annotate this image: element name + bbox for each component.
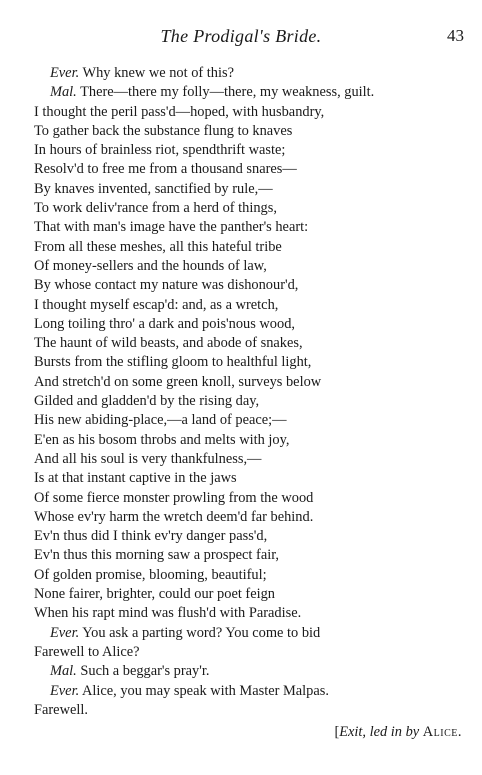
line-text: Farewell to Alice? xyxy=(34,643,140,660)
line-text: None fairer, brighter, could our poet feign xyxy=(34,586,276,603)
line-text: Whose ev'ry harm the wretch deem'd far behind. xyxy=(34,508,314,525)
verse-line xyxy=(34,180,474,199)
verse-line xyxy=(34,604,474,623)
line-text: Of golden promise, blooming, beautiful; xyxy=(34,566,267,583)
verse-line xyxy=(34,450,474,469)
verse-line xyxy=(34,199,474,218)
speaker-name: Ever. xyxy=(50,682,80,699)
verse-line xyxy=(34,276,474,295)
verse-line xyxy=(34,546,474,565)
verse-line xyxy=(34,585,474,604)
line-text: To work deliv'rance from a herd of things, xyxy=(34,200,277,217)
verse-line xyxy=(34,527,474,546)
stage-bracket: [ xyxy=(334,724,340,741)
line-text: By whose contact my nature was dishonour'd, xyxy=(34,277,299,294)
line-text: Farewell. xyxy=(34,701,88,718)
line-text: And stretch'd on some green knoll, surveys below xyxy=(34,373,322,390)
line-text: Ev'n thus this morning saw a prospect fair, xyxy=(34,547,280,564)
speaker-name: Mal. xyxy=(50,663,77,680)
line-text: By knaves invented, sanctified by rule,— xyxy=(34,180,273,197)
line-text: Alice, you may speak with Master Malpas. xyxy=(79,682,329,699)
verse-line xyxy=(34,141,474,160)
line-text: Why knew we not of this? xyxy=(79,65,234,81)
page-number: 43 xyxy=(447,26,464,45)
line-text: Such a beggar's pray'r. xyxy=(76,663,210,680)
line-text: From all these meshes, all this hateful tribe xyxy=(34,238,282,255)
verse-text xyxy=(34,64,474,742)
line-text: E'en as his bosom throbs and melts with joy, xyxy=(34,431,290,448)
stage-direction xyxy=(34,723,474,742)
line-text: The haunt of wild beasts, and abode of snakes, xyxy=(34,335,303,352)
speech-line xyxy=(34,624,474,643)
line-text: Resolv'd to free me from a thousand snares— xyxy=(34,161,297,178)
verse-line xyxy=(34,296,474,315)
line-text: When his rapt mind was flush'd with Paradise. xyxy=(34,605,302,622)
running-title: The Prodigal's Bride. xyxy=(160,26,322,46)
speech-line xyxy=(34,83,474,102)
line-text: Long toiling thro' a dark and pois'nous wood, xyxy=(34,315,295,332)
verse-line xyxy=(34,431,474,450)
line-text: Of money-sellers and the hounds of law, xyxy=(34,257,267,274)
line-text: Bursts from the stifling gloom to healthful light, xyxy=(34,354,312,371)
line-text: That with man's image have the panther's heart: xyxy=(34,219,309,236)
speaker-name: Mal. xyxy=(50,84,77,101)
verse-line xyxy=(34,469,474,488)
verse-line xyxy=(34,508,474,527)
verse-line xyxy=(34,373,474,392)
speech-line xyxy=(34,64,474,83)
verse-line xyxy=(34,566,474,585)
line-text: You ask a parting word? You come to bid xyxy=(79,624,321,641)
line-text: I thought myself escap'd: and, as a wretch, xyxy=(34,296,279,313)
line-text: To gather back the substance flung to knaves xyxy=(34,122,293,139)
verse-line xyxy=(34,218,474,237)
stage-direction-text: Exit, led in by xyxy=(339,724,423,741)
verse-line xyxy=(34,334,474,353)
verse-line xyxy=(34,315,474,334)
line-text: Ev'n thus did I think ev'ry danger pass'd, xyxy=(34,528,268,545)
verse-line xyxy=(34,411,474,430)
line-text: Is at that instant captive in the jaws xyxy=(34,470,237,487)
line-text: His new abiding-place,—a land of peace;— xyxy=(34,412,287,429)
speech-line xyxy=(34,662,474,681)
verse-line xyxy=(34,489,474,508)
verse-line xyxy=(34,122,474,141)
speech-line xyxy=(34,682,474,701)
line-text: I thought the peril pass'd—hoped, with husbandry, xyxy=(34,103,325,120)
verse-line xyxy=(34,103,474,122)
verse-line xyxy=(34,257,474,276)
speaker-name: Ever. xyxy=(50,65,80,81)
line-text: Of some fierce monster prowling from the wood xyxy=(34,489,314,506)
line-text: And all his soul is very thankfulness,— xyxy=(34,450,262,467)
verse-line xyxy=(34,160,474,179)
speaker-name: Ever. xyxy=(50,624,80,641)
running-head xyxy=(0,26,482,50)
verse-line xyxy=(34,701,474,720)
verse-line xyxy=(34,643,474,662)
stage-direction-name: Alice. xyxy=(422,724,462,741)
verse-line xyxy=(34,392,474,411)
line-text: There—there my folly—there, my weakness, guilt. xyxy=(76,84,375,101)
line-text: In hours of brainless riot, spendthrift waste; xyxy=(34,142,286,159)
verse-line xyxy=(34,238,474,257)
line-text: Gilded and gladden'd by the rising day, xyxy=(34,393,260,410)
verse-line xyxy=(34,353,474,372)
